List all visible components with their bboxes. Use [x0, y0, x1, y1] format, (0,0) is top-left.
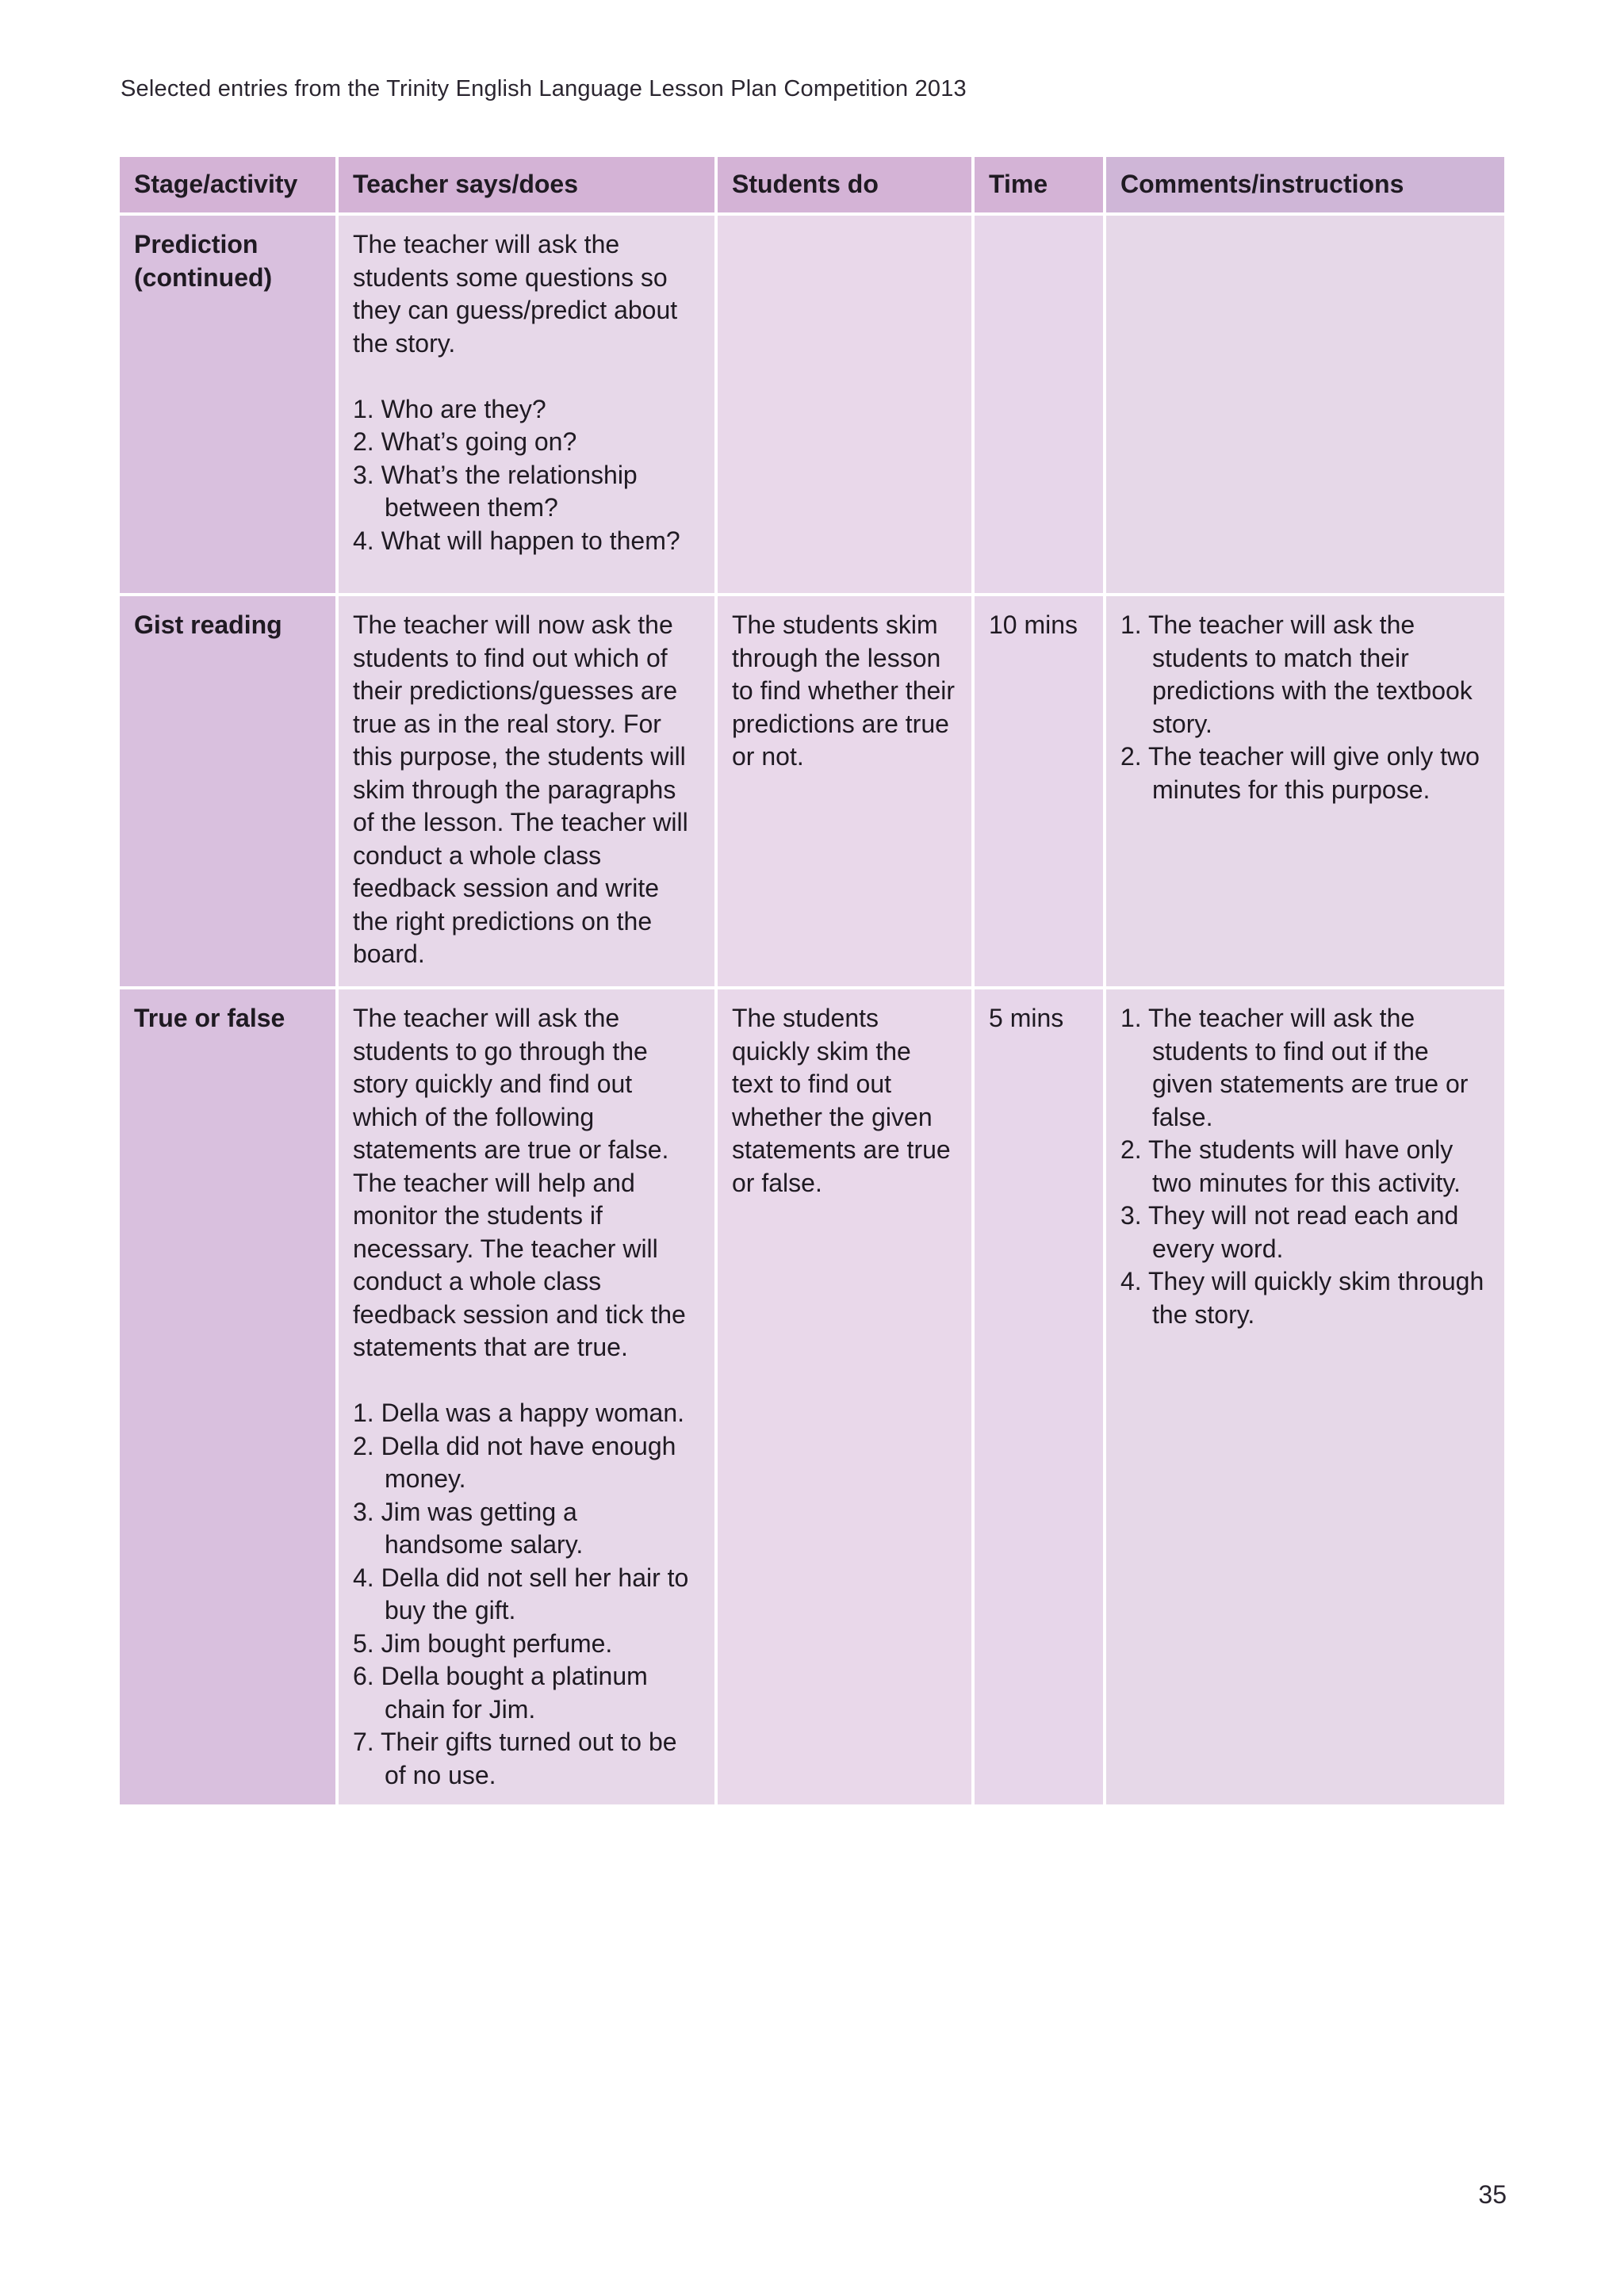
list-item: 4. Della did not sell her hair to buy the gift.: [353, 1563, 689, 1624]
page-number: 35: [1478, 2180, 1507, 2209]
table-row-stage: [120, 216, 335, 593]
comments-cell: [1106, 989, 1504, 1804]
teacher-text: The teacher will now ask the students to find out which of their predictions/guesses are true as in the real story. For this purpose, the students will skim through the paragraphs of the lesson. The teacher will conduct a whole class feedback session and write the right predictions on the board.: [353, 610, 688, 968]
column-header-students: Students do: [718, 157, 971, 212]
list-item: 3. They will not read each and every word.: [1120, 1201, 1459, 1263]
lesson-plan-table: [120, 157, 1501, 1804]
stage-label: Gist reading: [134, 610, 282, 639]
list-item: 4. What will happen to them?: [353, 526, 680, 555]
comment-list: [1120, 1002, 1490, 1331]
column-header-stage: Stage/activity: [120, 157, 335, 212]
comments-cell: [1106, 216, 1504, 593]
table-row-stage: [120, 989, 335, 1804]
list-item: 5. Jim bought perfume.: [353, 1628, 613, 1658]
table-row-stage: [120, 596, 335, 986]
time-cell: 10 mins: [975, 596, 1103, 986]
statement-list: [353, 1397, 700, 1792]
list-item: 2. The teacher will give only two minutes for this purpose.: [1120, 742, 1480, 804]
list-item: 2. What’s going on?: [353, 427, 577, 456]
teacher-cell: [339, 596, 714, 986]
running-header: Selected entries from the Trinity English Language Lesson Plan Competition 2013: [121, 76, 967, 101]
list-item: 2. The students will have only two minutes for this activity.: [1120, 1135, 1461, 1197]
column-header-teacher: Teacher says/does: [339, 157, 714, 212]
comments-cell: [1106, 596, 1504, 986]
teacher-cell: [339, 216, 714, 593]
comment-list: [1120, 609, 1490, 806]
students-cell: The students quickly skim the text to find out whether the given statements are true or false.: [718, 989, 971, 1804]
question-list: [353, 393, 700, 558]
list-item: 7. Their gifts turned out to be of no use.: [353, 1728, 677, 1789]
list-item: 1. The teacher will ask the students to find out if the given statements are true or false.: [1120, 1004, 1469, 1131]
list-item: 1. The teacher will ask the students to match their predictions with the textbook story.: [1120, 610, 1473, 738]
students-cell: [718, 216, 971, 593]
list-item: 4. They will quickly skim through the story.: [1120, 1267, 1484, 1329]
time-cell: 5 mins: [975, 989, 1103, 1804]
list-item: 3. What’s the relationship between them?: [353, 460, 638, 522]
list-item: 1. Who are they?: [353, 394, 546, 423]
students-cell: The students skim through the lesson to find whether their predictions are true or not.: [718, 596, 971, 986]
list-item: 6. Della bought a platinum chain for Jim.: [353, 1662, 648, 1724]
teacher-cell: [339, 989, 714, 1804]
teacher-text: The teacher will ask the students to go through the story quickly and find out which of the following statements are true or false. The teacher will help and monitor the students if necessary. The teacher will conduct a whole class feedback session and tick the statements that are true.: [353, 1004, 686, 1361]
column-header-time: Time: [975, 157, 1103, 212]
list-item: 3. Jim was getting a handsome salary.: [353, 1497, 584, 1559]
stage-label: True or false: [134, 1004, 285, 1032]
list-item: 1. Della was a happy woman.: [353, 1399, 684, 1427]
stage-label: Prediction (continued): [134, 230, 273, 292]
teacher-text: The teacher will ask the students some questions so they can guess/predict about the story.: [353, 230, 678, 358]
list-item: 2. Della did not have enough money.: [353, 1431, 676, 1493]
column-header-comments: Comments/instructions: [1106, 157, 1504, 212]
time-cell: [975, 216, 1103, 593]
